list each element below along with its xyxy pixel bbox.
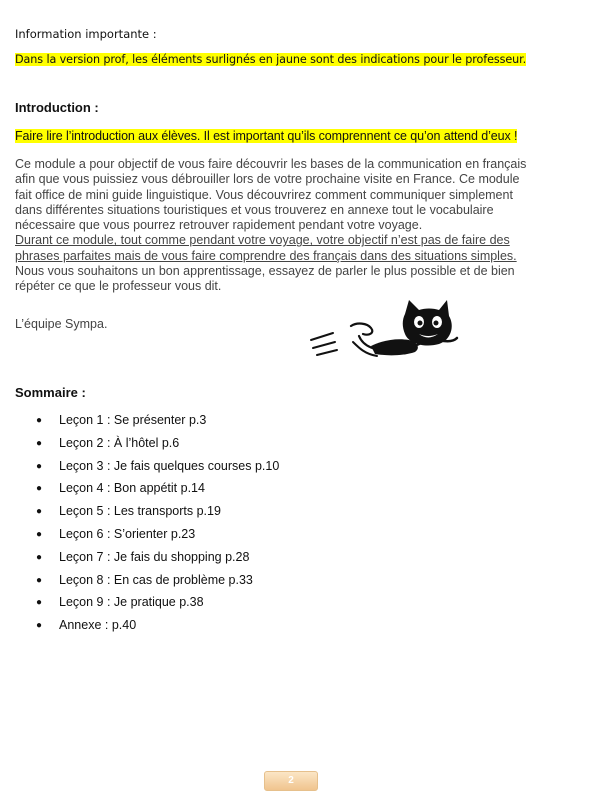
summary-item-text: Leçon 7 : Je fais du shopping p.28 <box>59 549 250 564</box>
summary-item <box>36 504 279 527</box>
summary-item <box>36 436 279 459</box>
paragraph-line: fait office de mini guide linguistique. Vous découvrirez comment communiquer simplement <box>15 187 513 202</box>
paragraph-line: répéter ce que le professeur vous dit. <box>15 279 222 294</box>
summary-item <box>36 550 279 573</box>
bullet-icon: ● <box>36 597 43 609</box>
paragraph-line: nécessaire que vous pourrez retrouver rapidement pendant votre voyage. <box>15 218 423 233</box>
teacher-note-text: Dans la version prof, les éléments surlignés en jaune sont des indications pour le professeur. <box>15 53 527 66</box>
summary-item <box>36 595 279 618</box>
running-cat-icon <box>305 296 465 366</box>
bullet-icon: ● <box>36 483 43 495</box>
paragraph-line: Ce module a pour objectif de vous faire découvrir les bases de la communication en français <box>15 157 527 171</box>
bullet-icon: ● <box>36 437 43 449</box>
bullet-icon: ● <box>36 620 43 632</box>
summary-list <box>36 413 279 641</box>
bullet-icon: ● <box>36 551 43 563</box>
signature: L’équipe Sympa. <box>15 317 108 331</box>
underlined-line: phrases parfaites mais de vous faire comprendre des français dans des situations simples. <box>15 248 517 263</box>
summary-item-text: Leçon 1 : Se présenter p.3 <box>59 413 207 427</box>
introduction-heading: Introduction : <box>15 100 99 115</box>
teacher-note <box>15 53 526 66</box>
summary-item-text: Leçon 5 : Les transports p.19 <box>59 504 221 519</box>
summary-item <box>36 413 279 436</box>
summary-heading: Sommaire : <box>15 385 86 400</box>
summary-item <box>36 527 279 550</box>
paragraph-line: Nous vous souhaitons un bon apprentissage, essayez de parler le plus possible et de bien <box>15 264 515 279</box>
summary-item <box>36 618 279 641</box>
bullet-icon: ● <box>36 415 43 426</box>
summary-item-text: Leçon 9 : Je pratique p.38 <box>59 595 204 610</box>
bullet-icon: ● <box>36 574 43 586</box>
underlined-line: Durant ce module, tout comme pendant votre voyage, votre objectif n’est pas de faire des <box>15 233 510 248</box>
summary-item-text: Leçon 3 : Je fais quelques courses p.10 <box>59 458 280 473</box>
bullet-icon: ● <box>36 506 43 518</box>
introduction-instruction <box>15 129 517 143</box>
bullet-icon: ● <box>36 528 43 540</box>
introduction-paragraph <box>15 157 575 295</box>
page-number-badge: 2 <box>264 771 318 791</box>
summary-item-text: Leçon 2 : À l’hôtel p.6 <box>59 435 180 450</box>
summary-item-text: Annexe : p.40 <box>59 618 137 633</box>
summary-item <box>36 573 279 596</box>
summary-item <box>36 459 279 482</box>
summary-item <box>36 481 279 504</box>
summary-item-text: Leçon 6 : S’orienter p.23 <box>59 526 196 541</box>
info-title: Information importante : <box>15 27 157 41</box>
bullet-icon: ● <box>36 460 43 472</box>
introduction-instruction-text: Faire lire l’introduction aux élèves. Il est important qu’ils comprennent ce qu’on attend d’eux ! <box>15 129 518 143</box>
paragraph-line: afin que vous puissiez vous débrouiller lors de votre prochaine visite en France. Ce module <box>15 172 520 187</box>
paragraph-line: dans différentes situations touristiques et vous trouverez en annexe tout le vocabulaire <box>15 202 494 217</box>
summary-item-text: Leçon 8 : En cas de problème p.33 <box>59 572 253 587</box>
summary-item-text: Leçon 4 : Bon appétit p.14 <box>59 481 205 496</box>
